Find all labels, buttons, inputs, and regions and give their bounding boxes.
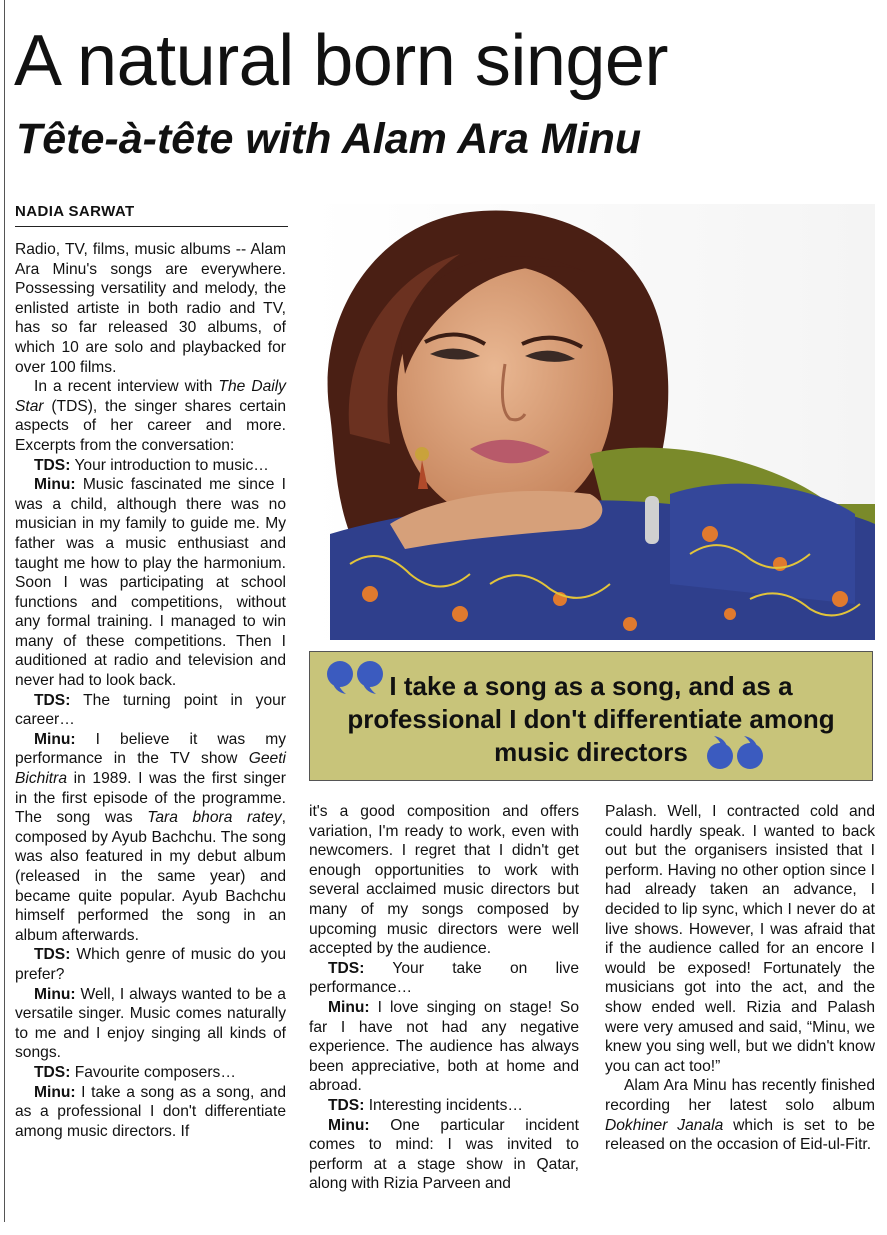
headline: A natural born singer: [14, 21, 668, 101]
answer-4-continued: it's a good composition and offers variation, I'm ready to work, even with newcomers. I regret that I didn't get enough opportunities to work with several acclaimed music directors but many of my songs composed by upcoming music directors were well accepted by the audience.: [309, 803, 579, 958]
answer-3: Minu: Well, I always wanted to be a versatile singer. Music comes naturally to me and I enjoy singing all kinds of songs.: [15, 985, 286, 1062]
subheadline: Tête-à-tête with Alam Ara Minu: [16, 115, 642, 163]
question-2: TDS: The turning point in your career…: [15, 691, 286, 729]
closing-paragraph: Alam Ara Minu has recently finished recording her latest solo album Dokhiner Janala which is set to be released on the occasion of Eid-ul-Fitr.: [605, 1077, 875, 1154]
answer-2: Minu: I believe it was my performance in the TV show Geeti Bichitra in 1989. I was the first singer in the first episode of the programme. The song was Tara bhora ratey, composed by Ayub Bachchu. The song was also featured in my debut album (released in the same year) and became quite popular. Ayub Bachchu himself performed the song in an album afterwards.: [15, 730, 286, 944]
page-margin-rule: [4, 0, 5, 1222]
answer-5: Minu: I love singing on stage! So far I have not had any negative experience. The audience has always been appreciative, both at home and abroad.: [309, 998, 579, 1095]
answer-6: Minu: One particular incident comes to mind: I was invited to perform at a stage show in Qatar, along with Rizia Parveen and: [309, 1116, 579, 1193]
byline: NADIA SARWAT: [15, 203, 135, 220]
answer-4: Minu: I take a song as a song, and as a professional I don't differentiate among music directors. If: [15, 1083, 286, 1140]
question-1: TDS: Your introduction to music…: [34, 456, 269, 474]
question-4: TDS: Favourite composers…: [34, 1063, 236, 1081]
answer-6-continued: Palash. Well, I contracted cold and could hardly speak. I wanted to back out but the organisers insisted that I perform. Having no other option since I had already taken an advance, I decided to lip sync, which I never do at live shows. However, I was afraid that if the audience called for an encore I would be exposed! Fortunately the musicians got into the act, and the show ended well. Rizia and Palash were very amused and said, “Minu, we knew you sing well, but we didn't know you can act too!”: [605, 803, 875, 1075]
pull-quote-box: [309, 651, 873, 781]
answer-1: Minu: Music fascinated me since I was a child, although there was no musician in my family to guide me. My father was a music enthusiast and taught me how to play the harmonium. Soon I was participating at school functions and competitions, without any formal training. I managed to win many of these competitions. Then I auditioned at radio and television and never had to look back.: [15, 476, 286, 690]
question-3: TDS: Which genre of music do you prefer?: [15, 946, 286, 983]
intro-paragraph: Radio, TV, films, music albums -- Alam Ara Minu's songs are everywhere. Possessing versatility and melody, the enlisted artiste in both radio and TV, has so far released 30 albums, of which 10 are solo and playbacked for over 100 films.: [15, 241, 286, 376]
question-5: TDS: Your take on live performance…: [309, 959, 579, 997]
article-column-3: [605, 802, 875, 1155]
close-quote-icon: [702, 734, 764, 770]
article-column-1: [15, 240, 286, 1141]
byline-divider: [15, 226, 288, 227]
singer-portrait-image: [310, 204, 875, 640]
pull-quote-text: I take a song as a song, and as a professional I don't differentiate among music directors: [347, 671, 835, 767]
article-column-2: [309, 802, 579, 1194]
intro-paragraph-2: In a recent interview with The Daily Star (TDS), the singer shares certain aspects of her career and more. Excerpts from the conversation:: [15, 378, 286, 454]
question-6: TDS: Interesting incidents…: [328, 1096, 524, 1114]
